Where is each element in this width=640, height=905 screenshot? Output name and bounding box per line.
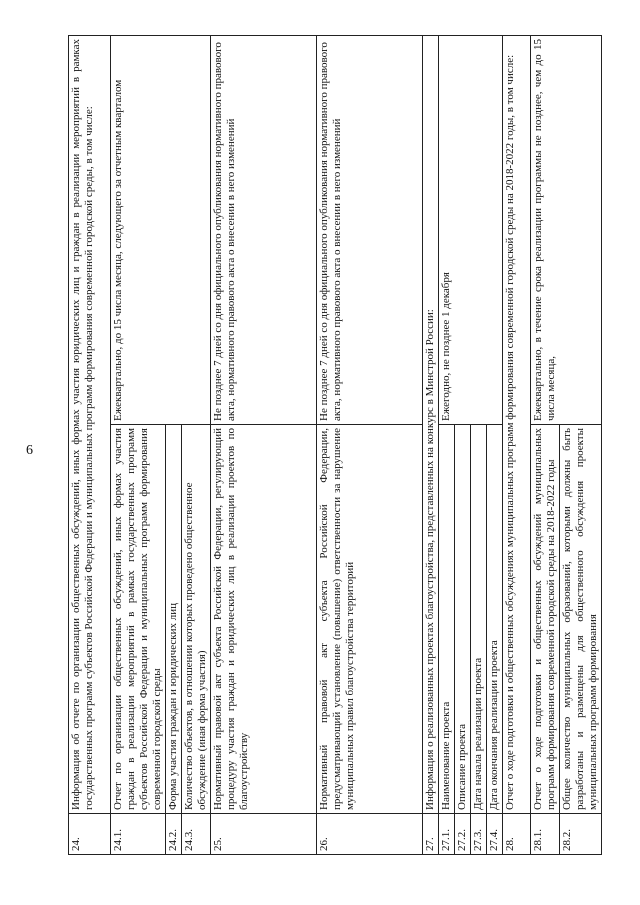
row-number: 27. bbox=[423, 814, 439, 855]
deadline-text: Ежеквартально, в течение срока реализации программы не позднее, чем bbox=[532, 69, 544, 421]
row-description: Нормативный правовой акт субъекта Российской Федерации, предусматривающий установление (повышение) ответственности за нарушение муниципальных правил благоустройства территорий bbox=[317, 425, 423, 814]
table-row bbox=[211, 36, 317, 855]
table-row bbox=[317, 36, 423, 855]
row-number: 27.3. bbox=[471, 814, 487, 855]
row-number: 27.1. bbox=[439, 814, 455, 855]
table-row bbox=[69, 36, 111, 855]
row-number: 25. bbox=[211, 814, 317, 855]
table-row bbox=[503, 36, 531, 855]
row-description: Информация о реализованных проектах благоустройства, представленных на конкурс в Минстрой России: bbox=[423, 36, 439, 814]
row-description: Общее количество муниципальных образований, которыми должны быть разработаны и размещены для общественного обсуждения проекты муниципальных программ формирования bbox=[560, 425, 602, 814]
table-row bbox=[531, 36, 560, 855]
row-number: 27.2. bbox=[455, 814, 471, 855]
row-description: Информация об отчете по организации общественных обсуждений, иных формах участия юридических лиц и граждан в реализации мероприятий в рамках государственных программ субъектов Российской Федерации и муниципальных программ формирования современной городской среды, в том числе: bbox=[69, 36, 111, 814]
table-row bbox=[111, 36, 166, 855]
row-number: 27.4. bbox=[487, 814, 503, 855]
row-description: Описание проекта bbox=[455, 425, 471, 814]
row-deadline: Не позднее 7 дней со дня официального опубликования нормативного правового акта, нормативного правового акта о внесении в него изменений bbox=[317, 36, 423, 425]
row-number: 24.3. bbox=[182, 814, 211, 855]
row-number: 28.1. bbox=[531, 814, 560, 855]
row-number: 24.1. bbox=[111, 814, 166, 855]
row-number: 28.2. bbox=[560, 814, 602, 855]
row-description: Нормативный правовой акт субъекта Российской Федерации, регулирующий процедуру участия граждан и юридических лиц в реализации проектов по благоустройству bbox=[211, 425, 317, 814]
row-deadline: Не позднее 7 дней со дня официального опубликования нормативного правового акта, нормативного правового акта о внесении в него изменений bbox=[211, 36, 317, 425]
row-number: 26. bbox=[317, 814, 423, 855]
row-description: Наименование проекта bbox=[439, 425, 455, 814]
row-description: Количество объектов, в отношении которых проведено общественное обсуждение (иная форма участия) bbox=[182, 425, 211, 814]
page-number: 6 bbox=[26, 443, 33, 458]
row-deadline: Ежеквартально, до 15 числа месяца, следующего за отчетным кварталом bbox=[111, 36, 211, 425]
row-number: 24. bbox=[69, 814, 111, 855]
row-description: Отчет по организации общественных обсуждений, иных формах участия граждан в реализации мероприятий в рамках государственных программ субъектов Российской Федерации и муниципальных программ формирования современной городской среды bbox=[111, 425, 166, 814]
requirements-table bbox=[68, 35, 602, 855]
row-description: Дата окончания реализации проекта bbox=[487, 425, 503, 814]
row-number: 24.2. bbox=[166, 814, 182, 855]
row-description: Форма участия граждан и юридических лиц bbox=[166, 425, 182, 814]
table-row bbox=[423, 36, 439, 855]
rotated-table-container bbox=[68, 35, 613, 855]
merged-deadline: Ежегодно, не позднее 1 декабря bbox=[439, 36, 503, 425]
row-number: 28. bbox=[503, 814, 531, 855]
row-description: Отчет о ходе подготовки и общественных обсуждениях муниципальных программ формирования современной городской среды на 2018-2022 годы, в том числе: bbox=[503, 36, 531, 814]
row-deadline bbox=[531, 36, 602, 425]
deadline-text-continued: до 15 числа месяца, bbox=[532, 38, 557, 421]
row-description: Отчет о ходе подготовки и общественных обсуждений муниципальных программ формирования современной городской среды на 2018-2022 годы bbox=[531, 425, 560, 814]
row-description: Дата начала реализации проекта bbox=[471, 425, 487, 814]
table-row bbox=[439, 36, 455, 855]
